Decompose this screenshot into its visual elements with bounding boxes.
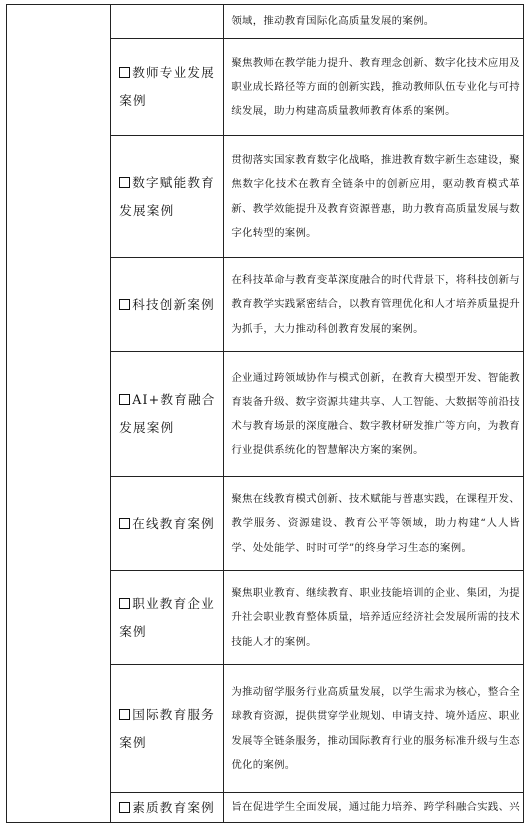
checkbox-icon[interactable] xyxy=(119,709,130,720)
category-label: 职业教育企业案例 xyxy=(119,595,215,639)
description-cell: 聚焦教师在教学能力提升、教育理念创新、数字化技术应用及职业成长路径等方面的创新实践，推动教师队伍专业化与可持续发展，助力构建高质量教师教育体系的案例。 xyxy=(224,39,524,136)
category-label: 国际教育服务案例 xyxy=(119,706,215,750)
description-cell: 聚焦在线教育模式创新、技术赋能与普惠实践，在课程开发、教学服务、资源建设、教育公平等领域，助力构建“人人皆学、处处能学、时时可学”的终身学习生态的案例。 xyxy=(224,477,524,571)
category-label: AI+教育融合发展案例 xyxy=(119,392,216,435)
category-cell xyxy=(111,258,224,352)
checkbox-icon[interactable] xyxy=(119,299,130,310)
description-cell: 贯彻落实国家教育数字化战略，推进教育数字新生态建设，聚焦数字化技术在教育全链条中的创新应用，驱动教育模式革新、教学效能提升及教育资源普惠，助力教育高质量发展与数字化转型的案例。 xyxy=(224,136,524,258)
checkbox-icon[interactable] xyxy=(119,394,130,405)
checkbox-icon[interactable] xyxy=(119,177,130,188)
category-label: 数字赋能教育发展案例 xyxy=(119,174,215,218)
description-cell: 在科技革命与教育变革深度融合的时代背景下，将科技创新与教育教学实践紧密结合，以教育管理优化和人才培养质量提升为抓手，大力推动科创教育发展的案例。 xyxy=(224,258,524,352)
category-label: 教师专业发展案例 xyxy=(119,65,215,108)
description-cell: 领域，推动教育国际化高质量发展的案例。 xyxy=(224,5,524,39)
category-cell xyxy=(111,477,224,571)
merged-left-cell xyxy=(7,5,111,823)
category-cell xyxy=(111,571,224,665)
category-label: 科技创新案例 xyxy=(132,296,215,312)
description-cell: 聚焦职业教育、继续教育、职业技能培训的企业、集团，为提升社会职业教育整体质量，培养适应经济社会发展所需的技术技能人才的案例。 xyxy=(224,571,524,665)
checkbox-icon[interactable] xyxy=(119,67,130,78)
category-cell xyxy=(111,352,224,477)
checkbox-icon[interactable] xyxy=(119,802,130,813)
description-cell: 为推动留学服务行业高质量发展，以学生需求为核心，整合全球教育资源，提供贯穿学业规划、申请支持、境外适应、职业发展等全链条服务，推动国际教育行业的服务标准升级与生态优化的案例。 xyxy=(224,665,524,793)
category-cell xyxy=(111,793,224,823)
category-cell xyxy=(111,665,224,793)
category-label: 素质教育案例 xyxy=(132,799,215,815)
table-row xyxy=(7,5,524,39)
category-cell xyxy=(111,39,224,136)
description-cell: 企业通过跨领域协作与模式创新，在教育大模型开发、智能教育装备升级、数字资源共建共享、人工智能、大数据等前沿技术与教育场景的深度融合、数字教材研发推广等方向，为教育行业提供系统化的智慧解决方案的案例。 xyxy=(224,352,524,477)
category-cell xyxy=(111,136,224,258)
category-cell xyxy=(111,5,224,39)
checkbox-icon[interactable] xyxy=(119,518,130,529)
case-category-table xyxy=(6,4,524,823)
category-label: 在线教育案例 xyxy=(132,515,215,531)
description-cell: 旨在促进学生全面发展，通过能力培养、跨学科融合实践、兴 xyxy=(224,793,524,823)
checkbox-icon[interactable] xyxy=(119,598,130,609)
